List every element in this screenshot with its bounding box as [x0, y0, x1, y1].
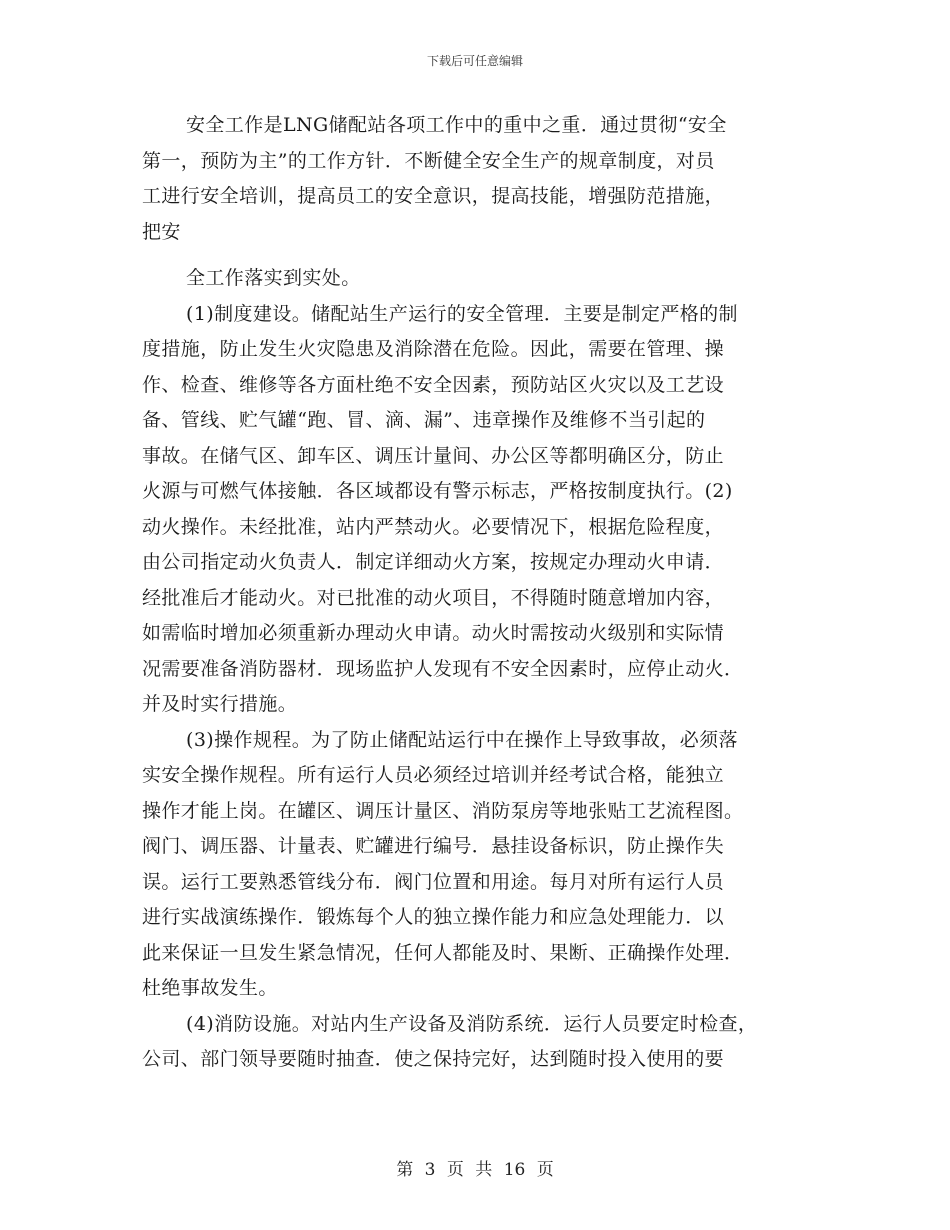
page-number: 第 3 页 共 16 页	[396, 1160, 554, 1180]
paragraph-line: 备、管线、贮气罐“跑、冒、滴、漏”、违章操作及维修不当引起的	[142, 409, 706, 431]
paragraph-line: 经批准后才能动火。对已批准的动火项目，不得随时随意增加内容，	[142, 586, 725, 609]
paragraph-line: 全工作落实到实处。	[186, 267, 361, 289]
paragraph-line: 把安	[142, 220, 181, 243]
paragraph-line: 并及时实行措施。	[142, 693, 298, 715]
paragraph-line: 进行实战演练操作．锻炼每个人的独立操作能力和应急处理能力．以	[142, 906, 725, 928]
paragraph-line: 度措施，防止发生火灾隐患及消除潜在危险。因此，需要在管理、操	[142, 338, 725, 360]
paragraph-line: 此来保证一旦发生紧急情况，任何人都能及时、果断、正确操作处理．	[142, 941, 744, 964]
paragraph-line: 第一，预防为主”的工作方针．不断健全安全生产的规章制度，对员	[142, 149, 715, 172]
paragraph-line: (3)操作规程。为了防止储配站运行中在操作上导致事故，必须落	[186, 728, 738, 751]
paragraph-line: 阀门、调压器、计量表、贮罐进行编号．悬挂设备标识，防止操作失	[142, 835, 725, 857]
paragraph-line: 动火操作。未经批准，站内严禁动火。必要情况下，根据危险程度，	[142, 515, 725, 538]
header-note: 下载后可任意编辑	[426, 54, 523, 68]
paragraph-line: (1)制度建设。储配站生产运行的安全管理．主要是制定严格的制	[186, 302, 738, 325]
paragraph-line: (4)消防设施。对站内生产设备及消防系统．运行人员要定时检查，	[186, 1012, 758, 1035]
paragraph-line: 工进行安全培训，提高员工的安全意识，提高技能，增强防范措施，	[142, 185, 725, 207]
paragraph-line: 火源与可燃气体接触．各区域都设有警示标志，严格按制度执行。(2)	[142, 480, 733, 502]
paragraph-line: 公司、部门领导要随时抽查．使之保持完好，达到随时投入使用的要	[142, 1048, 725, 1070]
paragraph-line: 操作才能上岗。在罐区、调压计量区、消防泵房等地张贴工艺流程图。	[142, 799, 744, 822]
paragraph-line: 事故。在储气区、卸车区、调压计量间、办公区等都明确区分，防止	[142, 444, 725, 467]
paragraph-line: 杜绝事故发生。	[142, 977, 278, 999]
paragraph-line: 作、检查、维修等各方面杜绝不安全因素，预防站区火灾以及工艺设	[142, 373, 725, 396]
document-body	[142, 108, 822, 1078]
paragraph-line: 安全工作是LNG储配站各项工作中的重中之重．通过贯彻“安全	[186, 114, 727, 136]
paragraph-line: 由公司指定动火负责人．制定详细动火方案，按规定办理动火申请．	[142, 551, 725, 573]
paragraph-line: 实安全操作规程。所有运行人员必须经过培训并经考试合格，能独立	[142, 764, 725, 786]
paragraph-line: 况需要准备消防器材．现场监护人发现有不安全因素时，应停止动火．	[142, 657, 744, 680]
paragraph-line: 误。运行工要熟悉管线分布．阀门位置和用途。每月对所有运行人员	[142, 870, 725, 893]
paragraph-line: 如需临时增加必须重新办理动火申请。动火时需按动火级别和实际情	[142, 622, 725, 644]
